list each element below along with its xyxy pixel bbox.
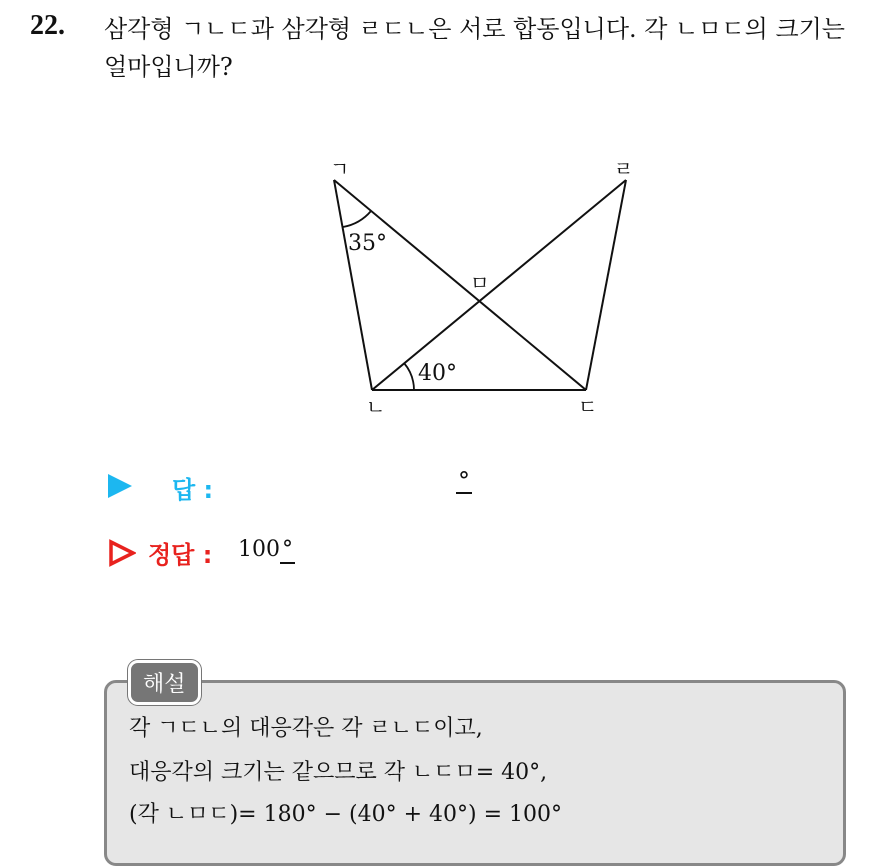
answer-arrow-icon (108, 474, 132, 498)
triangle-figure (300, 150, 660, 430)
segment-b-d (372, 180, 626, 390)
angle-arc-b (404, 363, 414, 390)
correct-arrow-icon (108, 539, 136, 567)
vertex-label-a: ㄱ (330, 157, 350, 181)
explanation-line-3: (각 ㄴㅁㄷ)= 180° − (40° + 40°) = 100° (129, 802, 562, 827)
correct-answer-label: 정답 : (148, 541, 213, 569)
segment-a-b (334, 180, 372, 390)
correct-answer-row (108, 535, 508, 571)
vertex-label-d: ㄹ (614, 157, 634, 181)
explanation-line-1: 각 ㄱㄷㄴ의 대응각은 각 ㄹㄴㄷ이고, (129, 716, 483, 741)
vertex-label-c: ㄷ (578, 395, 598, 419)
angle-arc-a (343, 211, 371, 227)
answer-row (108, 467, 508, 506)
segment-d-c (586, 180, 626, 390)
correct-answer-value (238, 537, 295, 562)
answer-blank[interactable]: ° (458, 467, 470, 495)
correct-answer-unit: ° (282, 537, 293, 562)
vertex-label-m: ㅁ (470, 271, 490, 295)
angle-label-a: 35° (348, 231, 387, 256)
correct-answer-number: 100 (238, 537, 280, 562)
segment-a-c (334, 180, 586, 390)
explanation-line-2: 대응각의 크기는 같으므로 각 ㄴㄷㅁ= 40°, (129, 760, 548, 785)
question-number: 22. (30, 10, 65, 41)
vertex-label-b: ㄴ (366, 395, 386, 419)
answer-label: 답 : (172, 476, 214, 504)
explanation-box (104, 680, 846, 866)
explanation-tab: 해설 (128, 660, 201, 705)
angle-label-b: 40° (418, 361, 457, 386)
question-text: 삼각형 ㄱㄴㄷ과 삼각형 ㄹㄷㄴ은 서로 합동입니다. 각 ㄴㅁㄷ의 크기는 얼마입니까? (104, 15, 845, 81)
